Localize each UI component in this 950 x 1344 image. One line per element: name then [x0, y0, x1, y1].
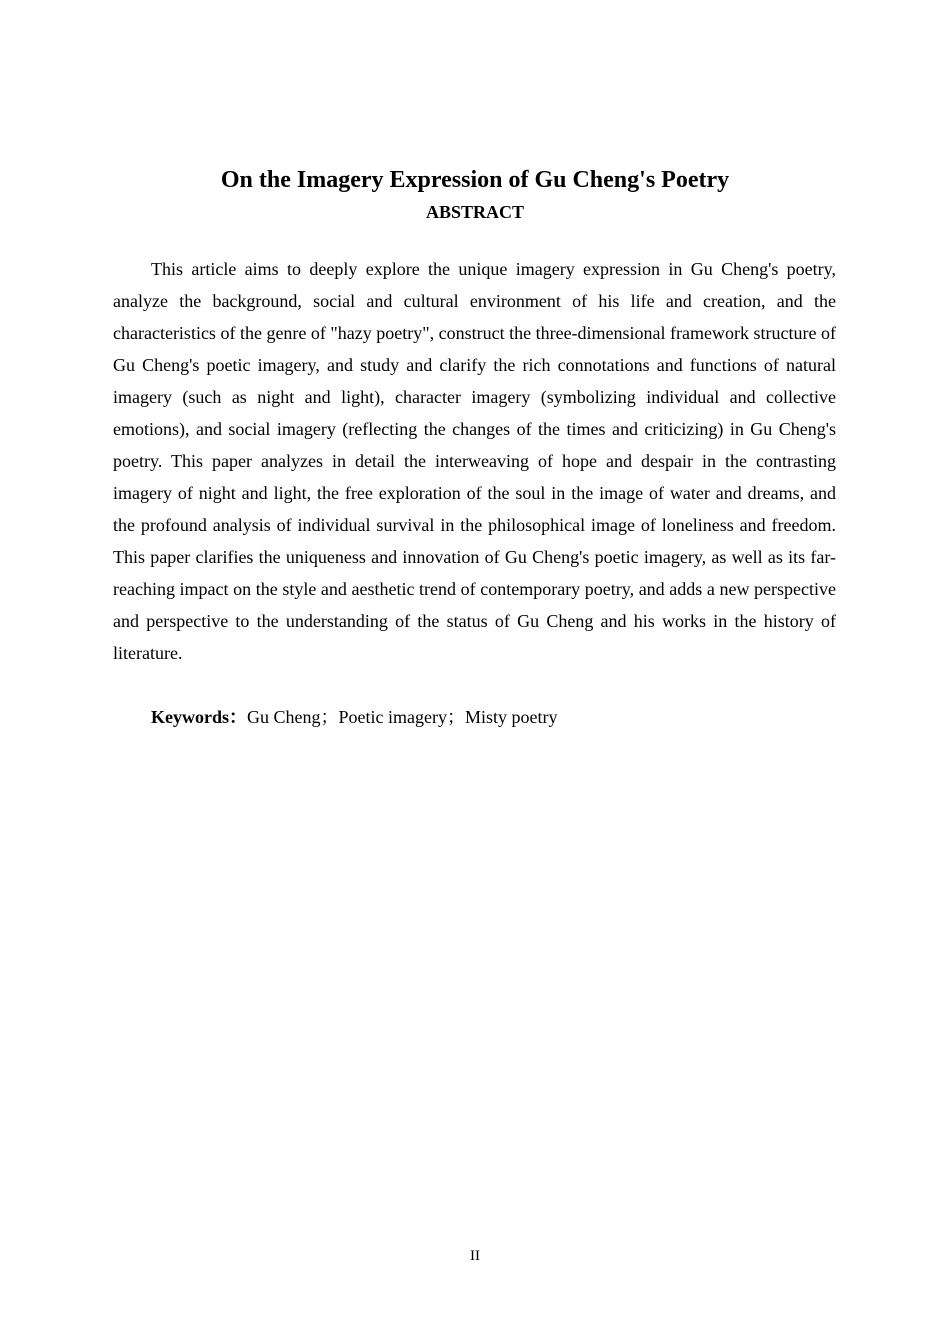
- keywords-label: Keywords：: [151, 707, 247, 727]
- abstract-paragraph: This article aims to deeply explore the unique imagery expression in Gu Cheng's poetry, analyze the background, social and cultural environment of his life and creation, and the characteristics of the genre of "hazy poetry", construct the three-dimensional framework structure of Gu Cheng's poetic imagery, and study and clarify the rich connotations and functions of natural imagery (such as night and light), character imagery (symbolizing individual and collective emotions), and social imagery (reflecting the changes of the times and criticizing) in Gu Cheng's poetry. This paper analyzes in detail the interweaving of hope and despair in the contrasting imagery of night and light, the free exploration of the soul in the image of water and dreams, and the profound analysis of individual survival in the philosophical image of loneliness and freedom. This paper clarifies the uniqueness and innovation of Gu Cheng's poetic imagery, as well as its far-reaching impact on the style and aesthetic trend of contemporary poetry, and adds a new perspective and perspective to the understanding of the status of Gu Cheng and his works in the history of literature.: [113, 259, 836, 663]
- page-number: II: [470, 1248, 480, 1264]
- keywords-list: Gu Cheng；Poetic imagery；Misty poetry: [247, 707, 558, 727]
- document-title: On the Imagery Expression of Gu Cheng's Poetry: [220, 167, 730, 193]
- keywords-line: [151, 703, 836, 731]
- abstract-heading: ABSTRACT: [425, 202, 525, 222]
